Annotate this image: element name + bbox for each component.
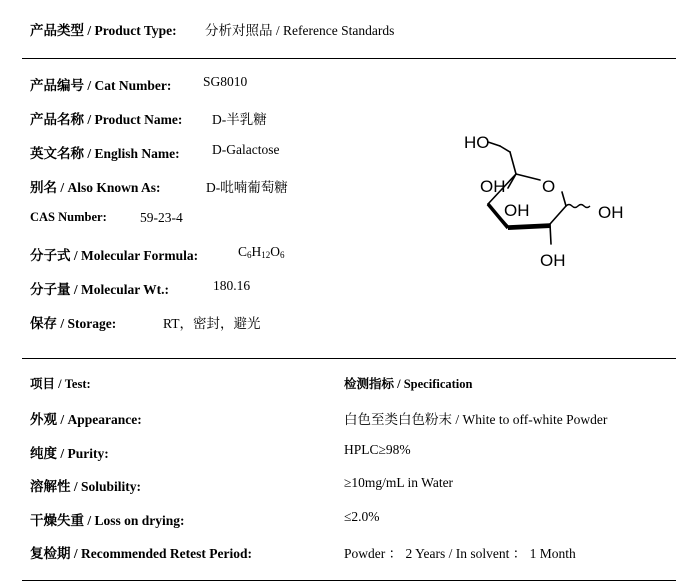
mw-value: 180.16: [213, 278, 251, 293]
divider-top: [22, 58, 676, 59]
spec-row-value: HPLC≥98%: [344, 442, 411, 457]
ring-o-label: O: [542, 177, 556, 196]
cat-number-value: SG8010: [203, 74, 248, 89]
spec-row-value: ≤2.0%: [344, 509, 380, 524]
spec-row-test: 复检期 / Recommended Retest Period:: [30, 546, 252, 561]
english-name-value: D-Galactose: [212, 142, 280, 157]
oh-left-label: OH: [480, 177, 506, 196]
cat-number-label: 产品编号 / Cat Number:: [30, 78, 172, 93]
alias-label: 别名 / Also Known As:: [30, 180, 161, 195]
spec-row-test: 纯度 / Purity:: [30, 446, 109, 461]
oh-mid-label: OH: [504, 201, 530, 220]
product-type-label: 产品类型 / Product Type:: [30, 23, 177, 38]
spec-header-test: 项目 / Test:: [30, 377, 91, 391]
product-name-label: 产品名称 / Product Name:: [30, 112, 183, 127]
product-type-value: 分析对照品 / Reference Standards: [205, 23, 395, 38]
alias-value: D-吡喃葡萄糖: [206, 180, 288, 195]
storage-value: RT，密封，避光: [163, 316, 261, 331]
spec-row-value: 白色至类白色粉末 / White to off-white Powder: [344, 412, 608, 427]
formula-label: 分子式 / Molecular Formula:: [30, 248, 199, 263]
mw-label: 分子量 / Molecular Wt.:: [30, 282, 169, 297]
spec-header-spec: 检测指标 / Specification: [344, 377, 473, 391]
spec-row-test: 干燥失重 / Loss on drying:: [30, 513, 185, 528]
oh-right-label: OH: [598, 203, 624, 222]
cas-value: 59-23-4: [140, 210, 183, 225]
spec-row-test: 溶解性 / Solubility:: [30, 479, 142, 494]
ho-top-label: HO: [464, 133, 490, 152]
english-name-label: 英文名称 / English Name:: [30, 146, 180, 161]
divider-bottom: [22, 580, 676, 581]
storage-label: 保存 / Storage:: [30, 316, 117, 331]
cas-label: CAS Number:: [30, 210, 107, 224]
product-name-value: D-半乳糖: [212, 112, 267, 127]
spec-row-value: ≥10mg/mL in Water: [344, 475, 454, 490]
spec-row-test: 外观 / Appearance:: [30, 412, 142, 427]
spec-row-value: Powder ： 2 Years / In solvent ： 1 Month: [344, 546, 576, 561]
formula-value: $C_6H_{12}O_6$: [238, 244, 285, 260]
galactose-structure-diagram: [458, 124, 638, 274]
divider-middle: [22, 358, 676, 359]
oh-bottom-label: OH: [540, 251, 566, 270]
